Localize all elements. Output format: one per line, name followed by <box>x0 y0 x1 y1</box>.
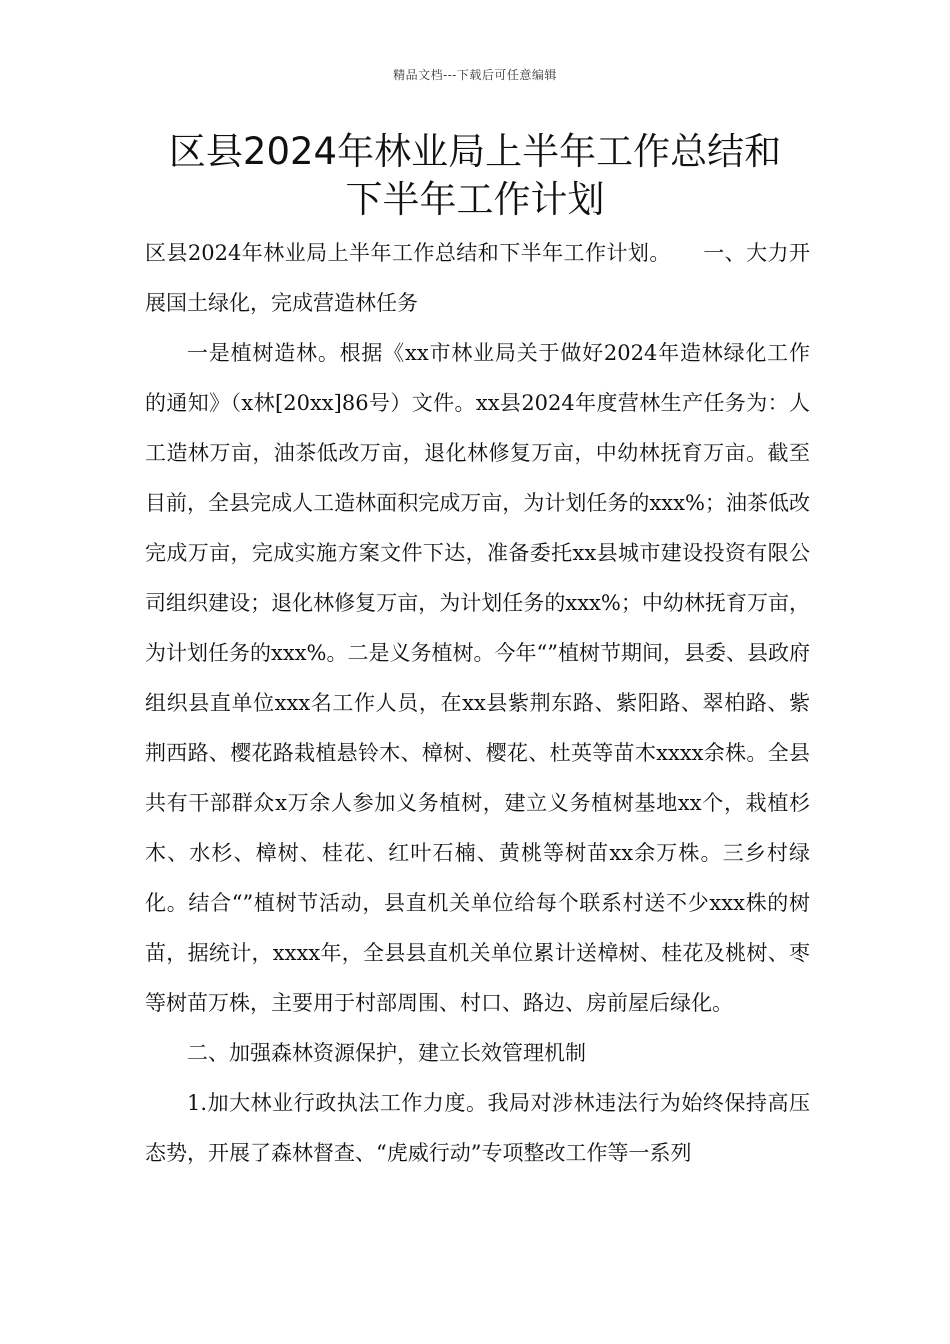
document-body <box>145 228 810 1178</box>
document-title <box>100 128 850 224</box>
afforestation-paragraph: 一是植树造林。根据《xx市林业局关于做好2024年造林绿化工作的通知》（x林[20xx]86号）文件。xx县2024年度营林生产任务为：人工造林万亩，油茶低改万亩，退化林修复万亩，中幼林抚育万亩。截至目前，全县完成人工造林面积完成万亩，为计划任务的xxx%；油茶低改完成万亩，完成实施方案文件下达，准备委托xx县城市建设投资有限公司组织建设；退化林修复万亩，为计划任务的xxx%；中幼林抚育万亩，为计划任务的xxx%。二是义务植树。今年“”植树节期间，县委、县政府组织县直单位xxx名工作人员，在xx县紫荆东路、紫阳路、翠柏路、紫荆西路、樱花路栽植悬铃木、樟树、樱花、杜英等苗木xxxx余株。全县共有干部群众x万余人参加义务植树，建立义务植树基地xx个，栽植杉木、水杉、樟树、桂花、红叶石楠、黄桃等树苗xx余万株。三乡村绿化。结合“”植树节活动，县直机关单位给每个联系村送不少xxx株的树苗，据统计，xxxx年，全县县直机关单位累计送樟树、桂花及桃树、枣等树苗万株，主要用于村部周围、村口、路边、房前屋后绿化。 <box>145 341 810 1015</box>
title-line-2: 下半年工作计划 <box>345 178 605 221</box>
section-heading-2: 二、加强森林资源保护，建立长效管理机制 <box>187 1041 586 1065</box>
title-line-1: 区县2024年林业局上半年工作总结和 <box>168 130 782 173</box>
intro-paragraph: 区县2024年林业局上半年工作总结和下半年工作计划。 一、大力开展国土绿化，完成营造林任务 <box>145 241 810 315</box>
enforcement-paragraph: 1.加大林业行政执法工作力度。我局对涉林违法行为始终保持高压态势，开展了森林督查、“虎威行动”专项整改工作等一系列 <box>145 1091 810 1165</box>
header-note: 精品文档---下载后可任意编辑 <box>393 68 557 82</box>
